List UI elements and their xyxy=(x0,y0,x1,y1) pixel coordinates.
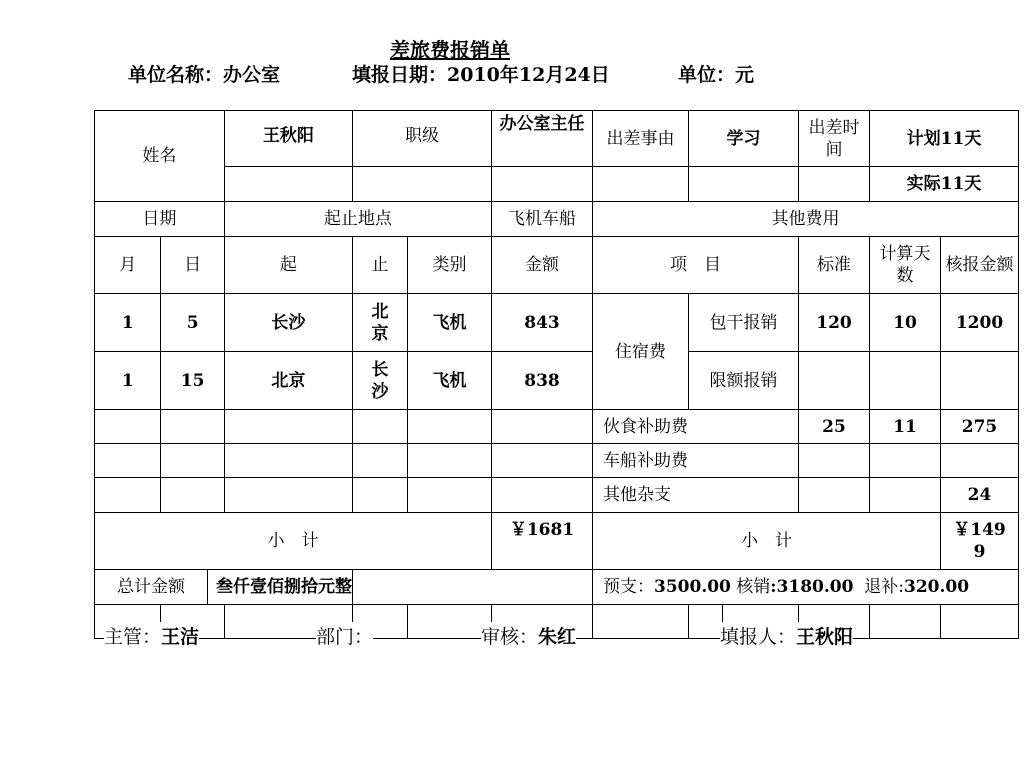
unit-name: 单位名称：办公室 xyxy=(128,64,281,86)
info-row-2 xyxy=(95,167,1019,202)
lodging-cap-label: 限额报销 xyxy=(689,352,799,410)
trip-to: 长沙 xyxy=(353,352,408,410)
trip-to: 北京 xyxy=(353,294,408,352)
col-from: 起 xyxy=(224,237,352,294)
transport-group-label: 飞机车船 xyxy=(492,202,593,237)
other-subtotal-label: 小 计 xyxy=(593,513,941,570)
verify-amount: :3180.00 xyxy=(770,577,854,597)
trip-month: 1 xyxy=(95,352,161,410)
trip-type: 飞机 xyxy=(408,294,492,352)
trip-day: 5 xyxy=(161,294,224,352)
actual-days: 实际11天 xyxy=(870,167,1019,202)
planned-days: 计划11天 xyxy=(870,111,1019,167)
trip-from: 长沙 xyxy=(224,294,352,352)
col-calc-days: 计算天数 xyxy=(870,237,941,294)
date-group-label: 日期 xyxy=(95,202,225,237)
advance-label: 预支： xyxy=(603,577,654,597)
reason-value: 学习 xyxy=(689,111,799,167)
fill-date: 填报日期：2010年12月24日 xyxy=(352,64,610,86)
table-row xyxy=(95,410,1019,444)
auditor-name: 朱红 xyxy=(538,626,577,648)
misc-label: 其他杂支 xyxy=(593,478,799,513)
group-header-row xyxy=(95,202,1019,237)
trip-from: 北京 xyxy=(224,352,352,410)
expense-table xyxy=(94,110,1019,639)
col-standard: 标准 xyxy=(799,237,870,294)
refund-label: 退补: xyxy=(864,577,905,597)
total-label: 总计金额 xyxy=(95,570,208,604)
rank-value: 办公室主任 xyxy=(492,111,593,167)
col-month: 月 xyxy=(95,237,161,294)
column-header-row xyxy=(95,237,1019,294)
traveler-name: 王秋阳 xyxy=(224,111,352,167)
form-title: 差旅费报销单 xyxy=(390,38,510,62)
lodging-label: 住宿费 xyxy=(593,294,689,410)
table-row xyxy=(95,352,1019,410)
trip-amount: 838 xyxy=(492,352,593,410)
lodging-lump-label: 包干报销 xyxy=(689,294,799,352)
lodging-standard: 120 xyxy=(799,294,870,352)
department-label: 部门： xyxy=(316,626,374,648)
auditor xyxy=(481,622,576,649)
trip-day: 15 xyxy=(161,352,224,410)
info-row xyxy=(95,111,1019,167)
refund-amount: 320.00 xyxy=(904,577,970,597)
verify-label: 核销 xyxy=(736,577,771,597)
other-subtotal: ￥1499 xyxy=(941,513,1019,570)
lodging-amount: 1200 xyxy=(941,294,1019,352)
meal-label: 伙食补助费 xyxy=(593,410,799,444)
trip-month: 1 xyxy=(95,294,161,352)
transport-subtotal: ￥1681 xyxy=(492,513,593,570)
supervisor-label: 主管： xyxy=(104,626,162,648)
meal-standard: 25 xyxy=(799,410,870,444)
col-day: 日 xyxy=(161,237,224,294)
table-row xyxy=(95,444,1019,478)
subtotal-row xyxy=(95,513,1019,570)
total-cell xyxy=(95,570,353,605)
reason-label: 出差事由 xyxy=(593,111,689,167)
col-to: 止 xyxy=(353,237,408,294)
rank-label: 职级 xyxy=(353,111,492,167)
trip-type: 飞机 xyxy=(408,352,492,410)
supervisor-name: 王洁 xyxy=(161,626,200,648)
advance-amount: 3500.00 xyxy=(654,577,731,597)
filler-name: 王秋阳 xyxy=(796,626,854,648)
total-row xyxy=(95,570,1019,605)
total-words: 叁仟壹佰捌拾元整 xyxy=(216,577,352,597)
lodging-days: 10 xyxy=(870,294,941,352)
auditor-label: 审核： xyxy=(481,626,539,648)
route-group-label: 起止地点 xyxy=(224,202,491,237)
table-row xyxy=(95,478,1019,513)
col-item: 项 目 xyxy=(593,237,799,294)
vehicle-label: 车船补助费 xyxy=(593,444,799,478)
time-label: 出差时间 xyxy=(799,111,870,167)
subtotal-label: 小 计 xyxy=(95,513,492,570)
col-type: 类别 xyxy=(408,237,492,294)
misc-amount: 24 xyxy=(941,478,1019,513)
other-group-label: 其他费用 xyxy=(593,202,1019,237)
settlement-cell xyxy=(593,570,1019,605)
trip-amount: 843 xyxy=(492,294,593,352)
name-label: 姓名 xyxy=(95,111,225,202)
department xyxy=(316,622,373,649)
col-amount: 金额 xyxy=(492,237,593,294)
table-row xyxy=(95,294,1019,352)
currency-unit: 单位：元 xyxy=(678,64,755,86)
meal-days: 11 xyxy=(870,410,941,444)
col-approved: 核报金额 xyxy=(941,237,1019,294)
meal-amount: 275 xyxy=(941,410,1019,444)
filler xyxy=(720,622,853,649)
supervisor xyxy=(104,622,199,649)
filler-label: 填报人： xyxy=(720,626,797,648)
